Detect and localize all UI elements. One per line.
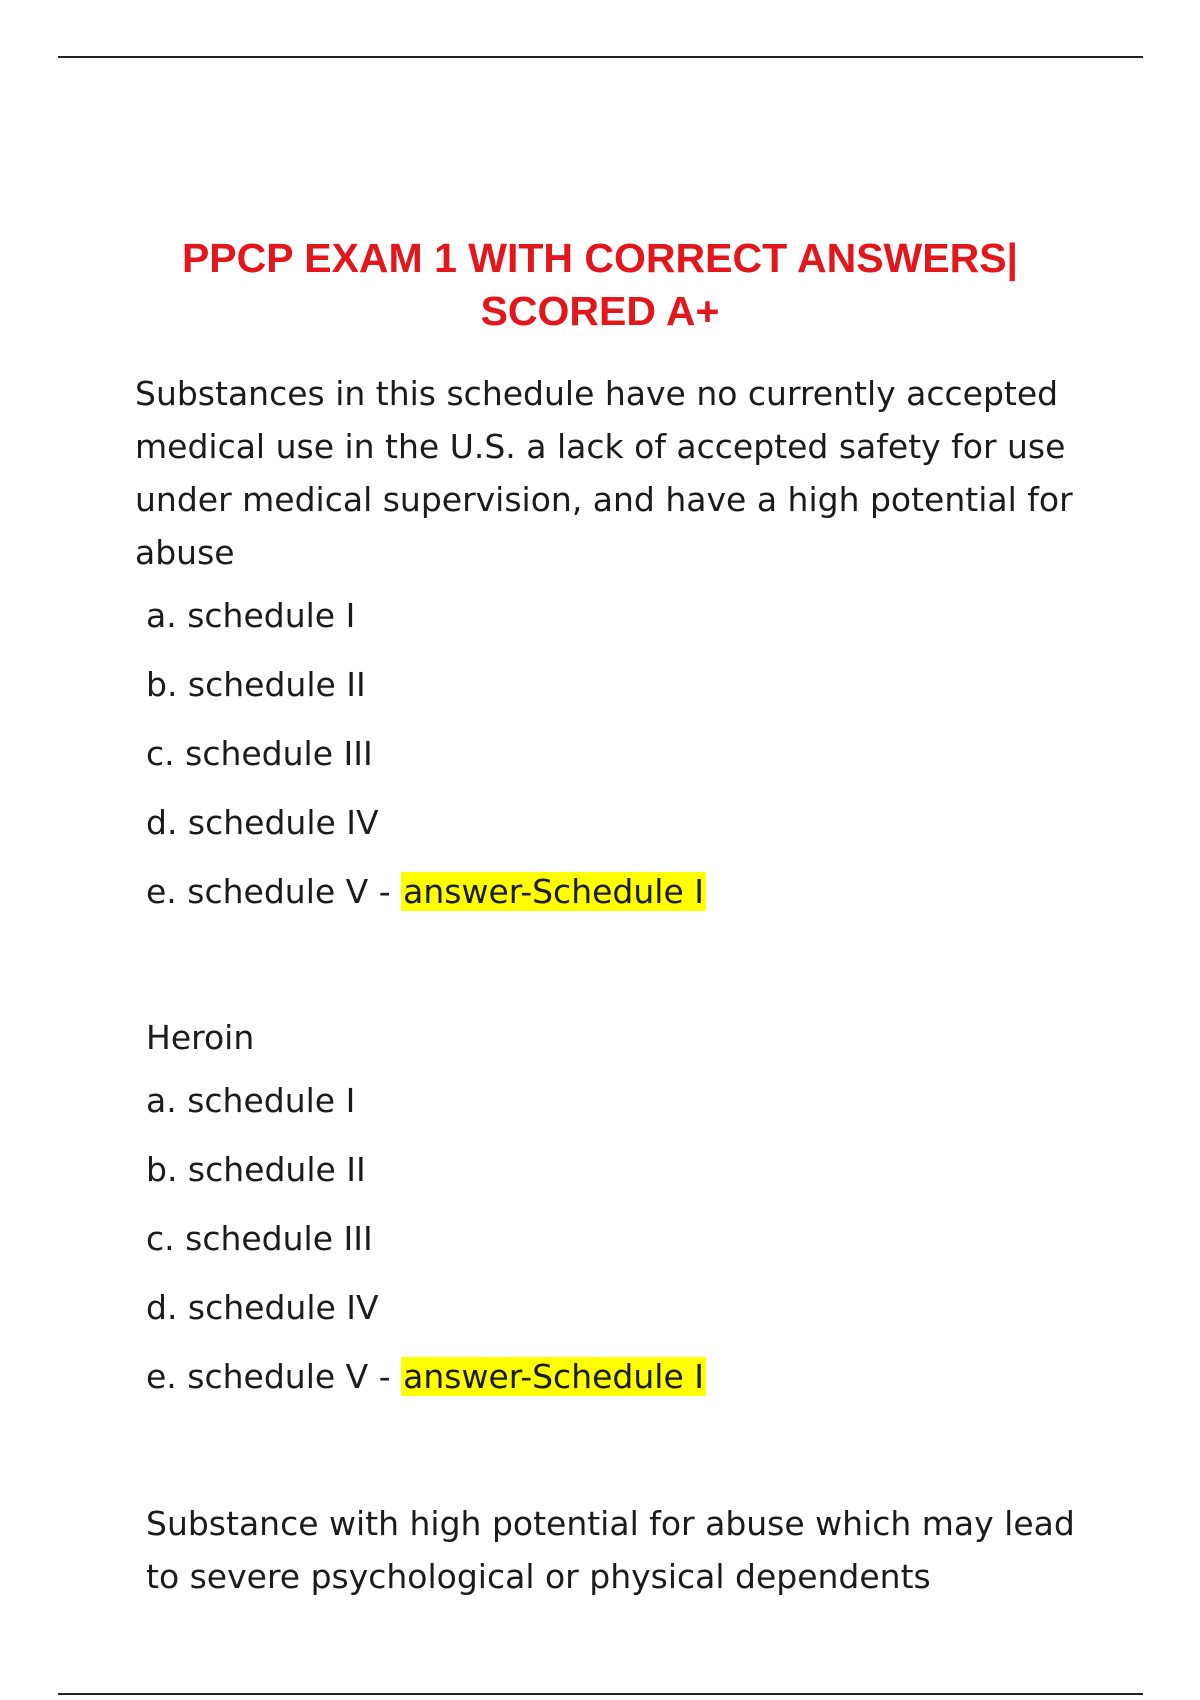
option-e xyxy=(146,1350,1086,1419)
answer-highlight: answer-Schedule I xyxy=(403,1357,704,1396)
question-text: Substance with high potential for abuse which may lead to severe psychological or physical dependents xyxy=(146,1504,1075,1596)
option-e xyxy=(146,865,1075,934)
option-a: a. schedule I xyxy=(146,596,356,635)
top-divider xyxy=(58,56,1143,58)
question-text: Heroin xyxy=(146,1018,255,1057)
option-a: a. schedule I xyxy=(146,1081,356,1120)
options-list xyxy=(146,589,1075,934)
document-title xyxy=(0,232,1200,338)
option-c: c. schedule III xyxy=(146,734,373,773)
question-1 xyxy=(135,367,1075,934)
answer-highlight: answer-Schedule I xyxy=(403,872,704,911)
question-3 xyxy=(146,1497,1086,1613)
title-line-2: SCORED A+ xyxy=(480,288,720,334)
option-e-label: e. schedule V - xyxy=(146,1357,402,1396)
question-2 xyxy=(146,1011,1086,1419)
option-c: c. schedule III xyxy=(146,1219,373,1258)
option-e-label: e. schedule V - xyxy=(146,872,402,911)
title-line-1: PPCP EXAM 1 WITH CORRECT ANSWERS| xyxy=(181,235,1019,281)
option-b: b. schedule II xyxy=(146,665,366,704)
option-b: b. schedule II xyxy=(146,1150,366,1189)
option-d: d. schedule IV xyxy=(146,803,379,842)
question-text: Substances in this schedule have no currently accepted medical use in the U.S. a lack of accepted safety for use under medical supervision, and have a high potential for abuse xyxy=(135,374,1073,572)
options-list xyxy=(146,1074,1086,1419)
option-d: d. schedule IV xyxy=(146,1288,379,1327)
bottom-divider xyxy=(58,1693,1143,1695)
